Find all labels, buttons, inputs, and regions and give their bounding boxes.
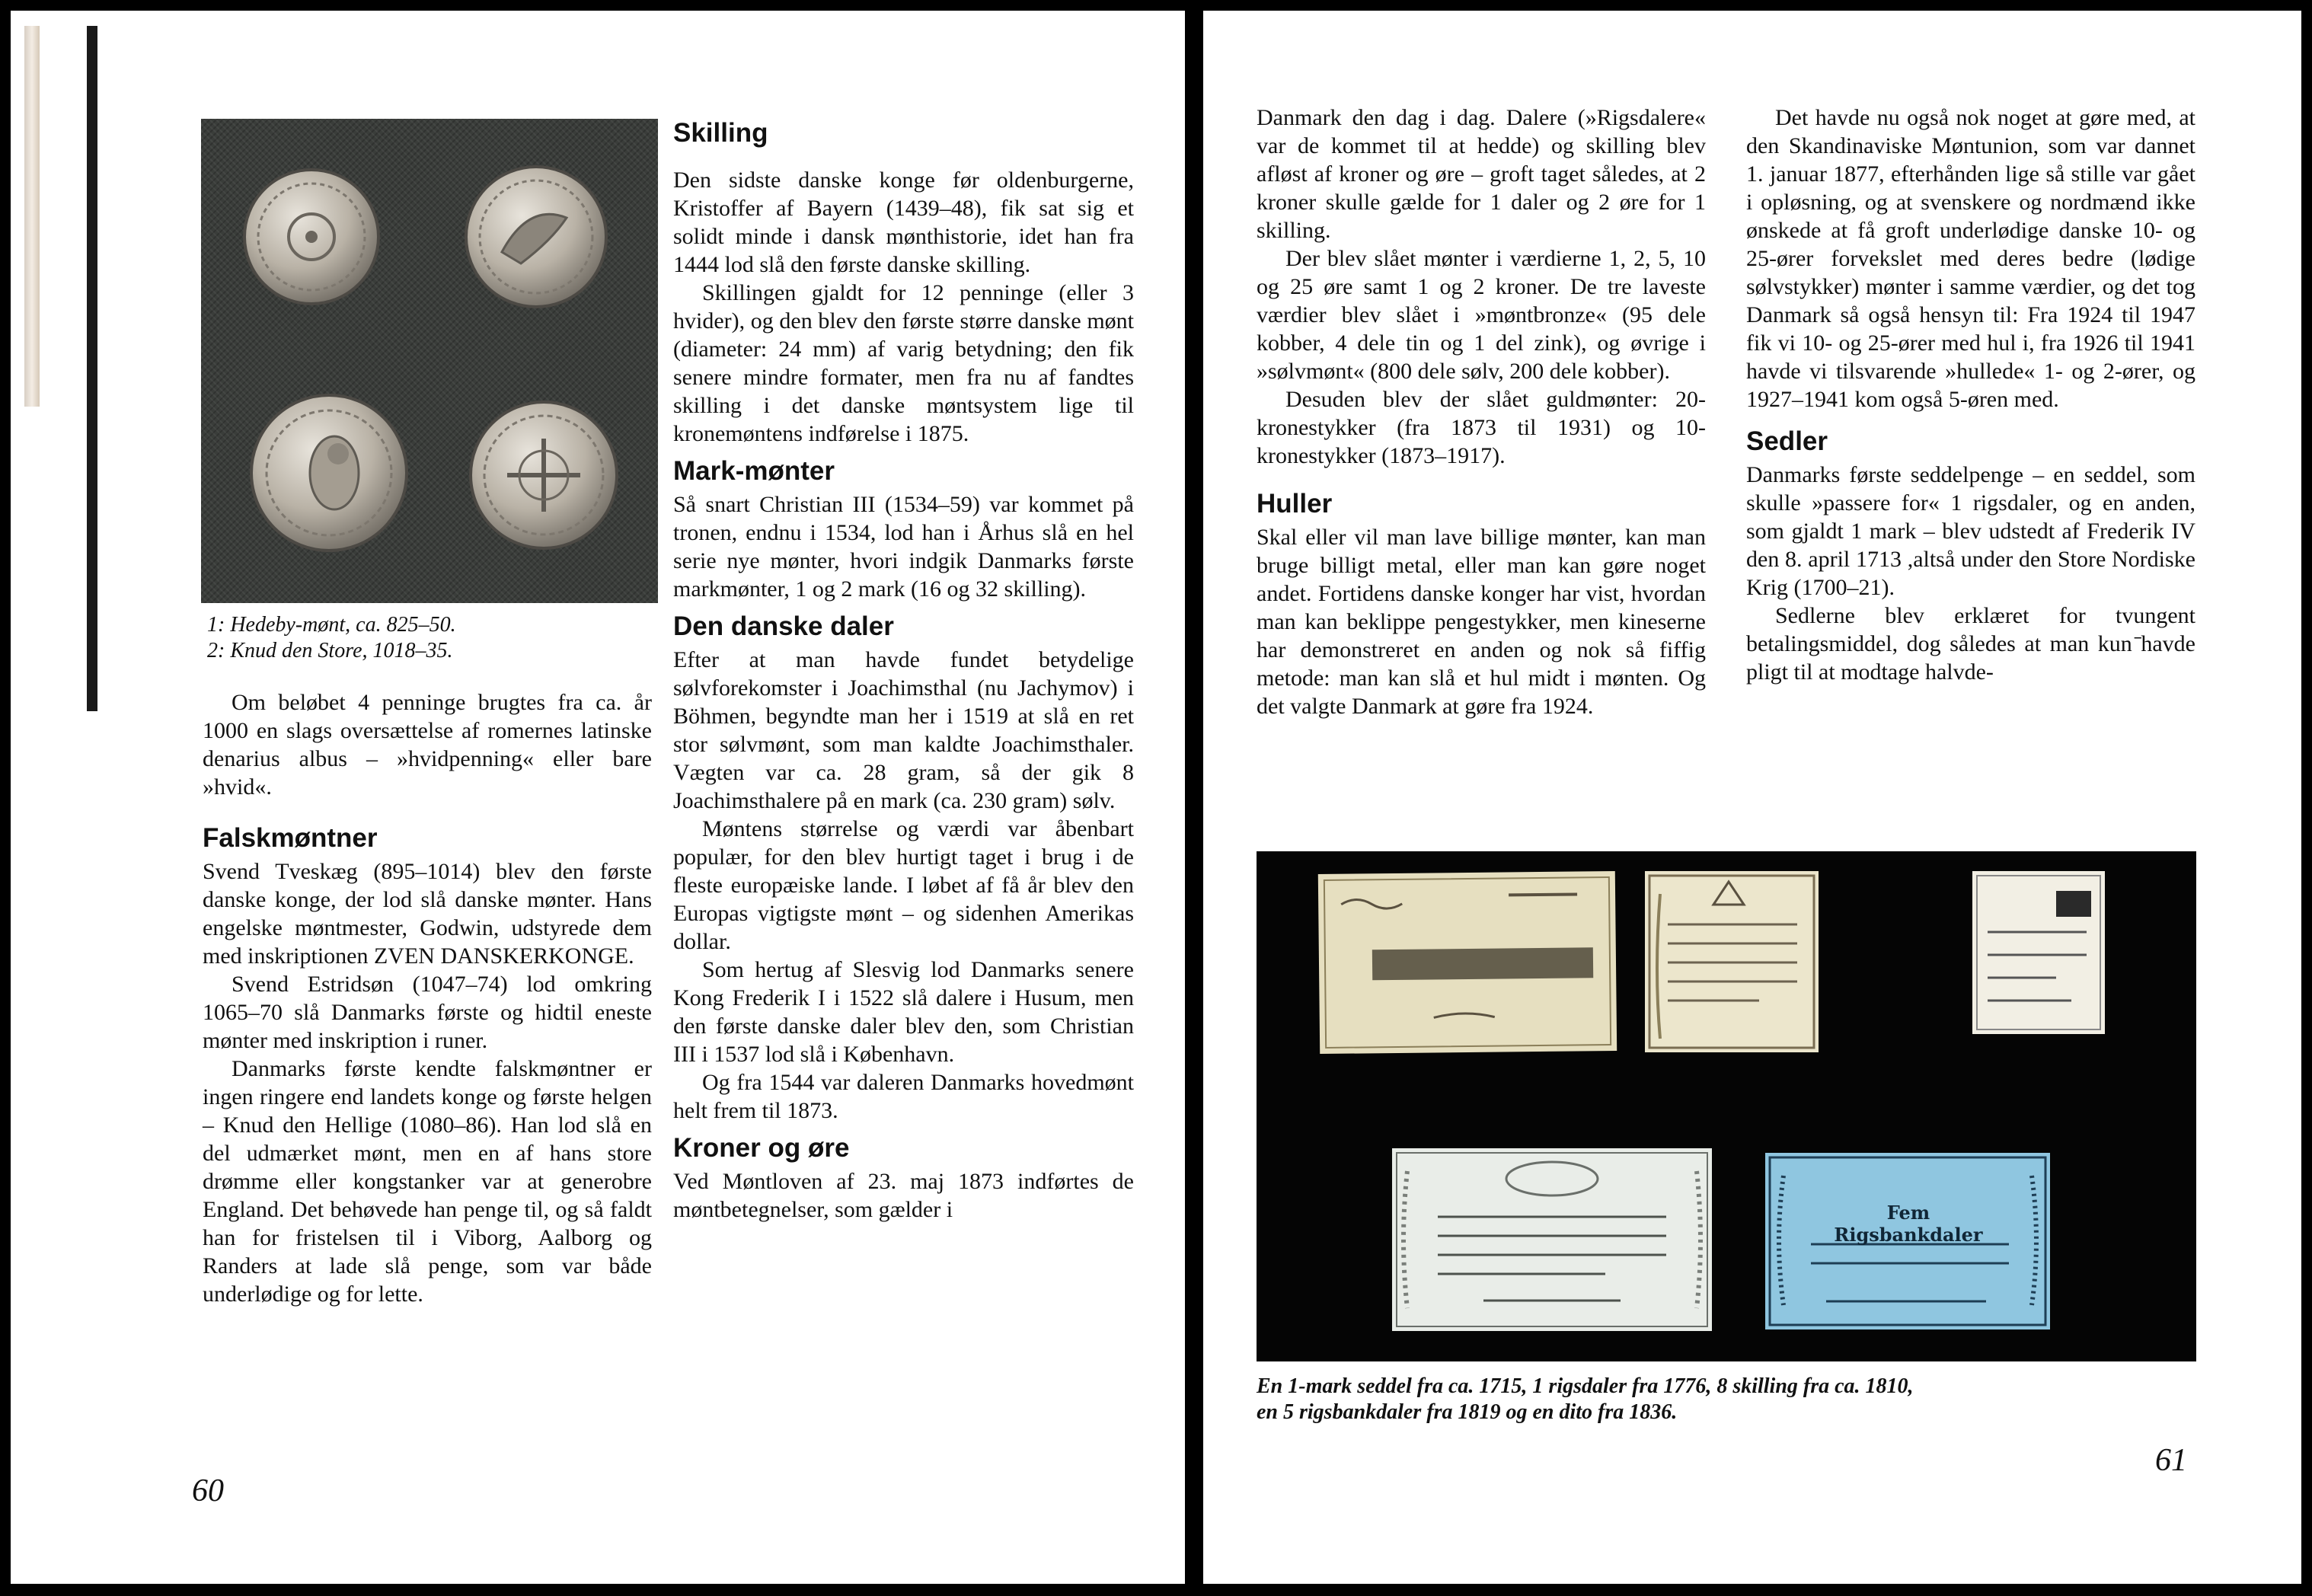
paragraph: Som hertug af Slesvig lod Danmarks senere Kong Frederik I i 1522 slå dalere i Husum, men den første danske daler blev den, som Christian III i 1537 lod slå i København. bbox=[673, 957, 1134, 1067]
coins-illustration bbox=[201, 119, 658, 603]
banknote-8-skilling bbox=[1972, 871, 2105, 1034]
coin-4 bbox=[471, 402, 617, 548]
banknote-1-rigsdaler bbox=[1645, 871, 1819, 1052]
coin-photo bbox=[201, 119, 658, 603]
paragraph: Ved Møntloven af 23. maj 1873 indførtes de møntbetegnelser, som gælder i bbox=[673, 1169, 1134, 1222]
banknote-1-mark bbox=[1318, 871, 1617, 1054]
binding-shadow bbox=[87, 26, 97, 711]
left-page bbox=[11, 11, 1185, 1584]
heading-sedler: Sedler bbox=[1746, 426, 1828, 456]
paragraph: Den sidste danske konge før oldenburgerne, Kristoffer af Bayern (1439–48), fik sat sig et solidt minde i dansk mønthistorie, idet han fra 1444 lod slå den første danske skilling. bbox=[673, 168, 1134, 277]
banknote-fem-rigsbankdaler-1836 bbox=[1765, 1153, 2050, 1329]
paragraph: Møntens størrelse og værdi var åbenbart populær, for den blev hurtigt taget i brug i de fleste europæiske lande. I løbet af få år blev den Europas vigtigste mønt – og sidenhen Amerikas dollar. bbox=[673, 816, 1134, 954]
coin-3 bbox=[251, 395, 407, 551]
caption-line: 2: Knud den Store, 1018–35. bbox=[207, 639, 453, 662]
heading-mark-monter: Mark-mønter bbox=[673, 456, 835, 486]
paragraph: Så snart Christian III (1534–59) var kommet på tronen, endnu i 1534, lod han i Århus slå en hel serie nye mønter, hvori indgik Danmarks første markmønter, 1 og 2 mark (16 og 32 skilling). bbox=[673, 492, 1134, 602]
left-column-1 bbox=[203, 688, 652, 1308]
binding-edge bbox=[24, 26, 40, 407]
banknote-5-rigsbankdaler-1819 bbox=[1392, 1148, 1712, 1331]
left-column-2 bbox=[673, 117, 1134, 1224]
caption-line: En 1-mark seddel fra ca. 1715, 1 rigsdaler fra 1776, 8 skilling fra ca. 1810, bbox=[1257, 1374, 1914, 1398]
paragraph: Danmarks første kendte falskmøntner er ingen ringere end landets konge og første helgen – Knud den Hellige (1080–86). Han lod slå en del udmærket mønt, men en af hans store drømme eller kongstanker var at generobre England. Det behøvede han penge til, og så faldt han for fristelsen til i Viborg, Aalborg og Randers at lade slå penge, som var både underlødige og for lette. bbox=[203, 1056, 652, 1307]
paragraph: Danmarks første seddelpenge – en seddel, som skulle »passere for« 1 rigsdaler, og en anden, som gjaldt 1 mark – blev udstedt af Frederik IV den 8. april 1713 ,altså under den Store Nordiske Krig (1700–21). bbox=[1746, 462, 2195, 600]
paragraph: Om beløbet 4 penninge brugtes fra ca. år 1000 en slags oversættelse af romernes latinske denarius albus – »hvidpenning« eller bare »hvid«. bbox=[203, 690, 652, 800]
paragraph: Skillingen gjaldt for 12 penninge (eller 3 hvider), og den blev den første større danske mønt (diameter: 24 mm) af varig betydning; den fik senere mindre formater, men fra nu af fandtes skilling i det danske møntsystem lige til kronemøntens indførelse i 1875. bbox=[673, 280, 1134, 446]
banknote-1819-details bbox=[1392, 1148, 1712, 1331]
banknote-title-text: Fem Rigsbankdaler bbox=[1834, 1202, 1983, 1246]
paragraph: Og fra 1544 var daleren Danmarks hovedmønt helt frem til 1873. bbox=[673, 1070, 1134, 1123]
coin-2 bbox=[466, 167, 606, 307]
paragraph: Det havde nu også nok noget at gøre med, at den Skandinaviske Møntunion, som var dannet 1. januar 1877, efterhånden lige så stille var gået i opløsning, og at svenskere og nordmænd ikke ønskede at få groft underlødige danske 10- og 25-ører forvekslet med deres bedre (lødige sølvstykker) mønter i samme værdier, og det tog Danmark så også hensyn til: Fra 1924 til 1947 fik vi 10- og 25-ører med hul i, fra 1926 til 1941 havde vi tilsvarende »hullede« 1- og 2-ører, og 1927–1941 kom også 5-øren med. bbox=[1746, 105, 2195, 412]
banknote-8-skilling-details bbox=[1972, 871, 2105, 1034]
paragraph: Sedlerne blev erklæret for tvungent betalingsmiddel, dog således at man kun ̄havde pligt til at modtage halvde- bbox=[1746, 603, 2195, 685]
coin-1 bbox=[244, 170, 378, 304]
page-number: 60 bbox=[192, 1473, 224, 1508]
right-page bbox=[1203, 11, 2301, 1584]
paragraph: Danmark den dag i dag. Dalere (»Rigsdalere« var de kommet til at hedde) og skilling blev afløst af kroner og øre – groft taget således, at 2 kroner skulle gælde for 1 daler og 2 øre for 1 skilling. bbox=[1257, 105, 1706, 243]
heading-den-danske-daler: Den danske daler bbox=[673, 611, 894, 641]
paragraph: Skal eller vil man lave billige mønter, kan man bruge billigt metal, eller man kan gøre noget andet. Fortidens danske konger har vist, hvordan man kan beklippe pengestykker, men kineserne har demonstreret en anden og nok så fiffig metode: man kan slå et hul midt i mønten. Og det valgte Danmark at gøre fra 1924. bbox=[1257, 525, 1706, 719]
paragraph: Efter at man havde fundet betydelige sølvforekomster i Joachimsthal (nu Jachymov) i Böhmen, begyndte man her i 1519 at slå en ret stor sølvmønt, som man kaldte Joachimsthaler. Vægten var ca. 28 gram, så der gik 8 Joachimsthalere på en mark (ca. 230 gram) sølv. bbox=[673, 647, 1134, 813]
heading-huller: Huller bbox=[1257, 489, 1333, 519]
banknote-1-rigsdaler-details bbox=[1645, 871, 1819, 1052]
heading-skilling: Skilling bbox=[673, 118, 768, 148]
heading-kroner-og-ore: Kroner og øre bbox=[673, 1133, 850, 1163]
caption-line: en 5 rigsbankdaler fra 1819 og en dito fra 1836. bbox=[1257, 1400, 1678, 1424]
paragraph: Desuden blev der slået guldmønter: 20-kronestykker (fra 1873 til 1931) og 10-kronestykker (1873–1917). bbox=[1257, 387, 1706, 468]
right-column-2 bbox=[1746, 104, 2195, 686]
banknote-photo-caption bbox=[1257, 1374, 2196, 1425]
right-column-1 bbox=[1257, 104, 1706, 720]
banknote-photo bbox=[1257, 851, 2196, 1361]
paragraph: Svend Tveskæg (895–1014) blev den første danske konge, der lod slå danske mønter. Hans engelske møntmester, Godwin, udstyrede dem med inskriptionen ZVEN DANSKERKONGE. bbox=[203, 859, 652, 969]
page-number: 61 bbox=[2155, 1443, 2187, 1478]
paragraph: Der blev slået mønter i værdierne 1, 2, 5, 10 og 25 øre samt 1 og 2 kroner. De tre laveste værdier blev slået i »møntbronze« (95 dele kobber, 4 dele tin og 1 del zink), og øvrige i »sølvmønt« (800 dele sølv, 200 dele kobber). bbox=[1257, 246, 1706, 384]
caption-line: 1: Hedeby-mønt, ca. 825–50. bbox=[207, 613, 456, 637]
heading-falskmontner: Falskmøntner bbox=[203, 823, 378, 853]
banknote-1-mark-details bbox=[1318, 871, 1617, 1054]
paragraph: Svend Estridsøn (1047–74) lod omkring 1065–70 slå Danmarks første og hidtil eneste mønter med inskription i runer. bbox=[203, 972, 652, 1053]
coin-photo-caption bbox=[207, 612, 664, 664]
